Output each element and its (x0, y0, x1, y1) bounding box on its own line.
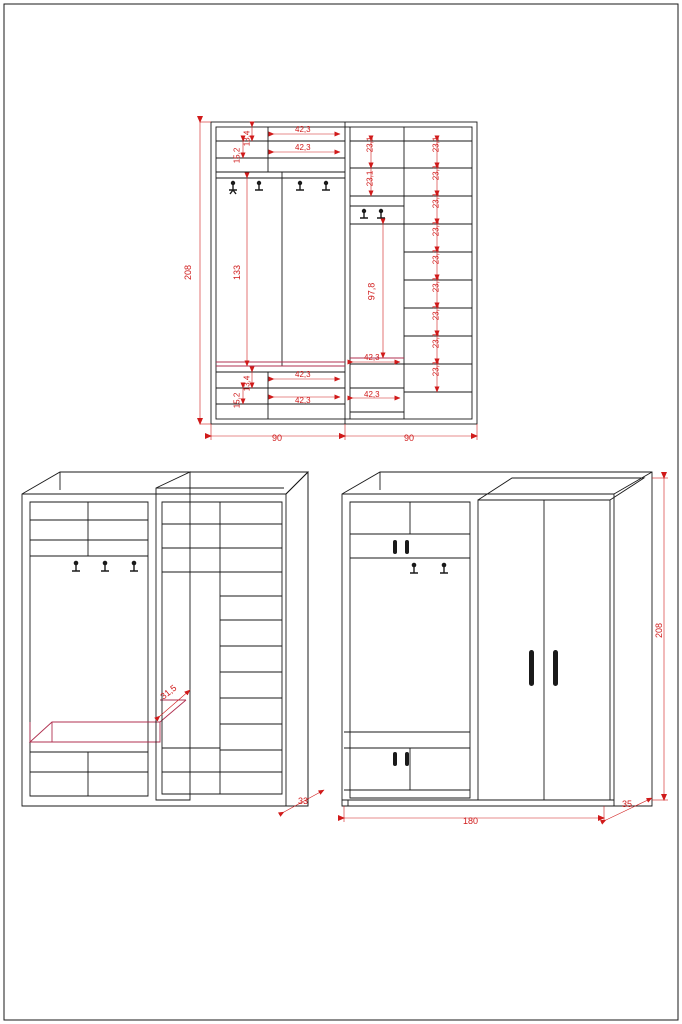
dim-front-shelf-b3: 23,1 (431, 192, 441, 209)
coat-hooks-iso-open (72, 561, 138, 571)
dim-iso-open-seat-315: 31,5 (158, 682, 179, 702)
dim-front-width-left-90: 90 (272, 433, 283, 443)
dim-front-shelf-a1: 23,1 (365, 136, 375, 153)
dim-front-top-423-a: 42,3 (295, 125, 311, 134)
dim-front-bot-423-a: 42,3 (295, 370, 311, 379)
dim-front-bot-152: 15,2 (232, 392, 242, 409)
dim-front-shelf-b9: 23,1 (431, 360, 441, 377)
dim-front-width-right-90: 90 (404, 433, 415, 443)
dim-front-shelf-b4: 23,1 (431, 220, 441, 237)
dim-front-top-152: 15,2 (232, 147, 242, 164)
dim-front-height-208: 208 (183, 264, 194, 281)
dim-front-bot-134: 13,4 (242, 375, 252, 392)
dim-front-top-134: 13,4 (242, 130, 252, 147)
coat-hooks-iso-closed (410, 563, 448, 573)
coat-hooks-front (229, 181, 385, 218)
dim-iso-closed-width-180: 180 (463, 816, 479, 826)
iso-closed-dimension-lines (344, 478, 668, 822)
iso-open-view (22, 472, 308, 806)
dim-front-column-978: 97,8 (366, 282, 377, 301)
dim-front-shelf-b1: 23,1 (431, 136, 441, 153)
iso-closed-view (342, 472, 652, 806)
dim-front-shelf-a2: 23,1 (365, 170, 375, 187)
dim-front-shelf-b5: 23,1 (431, 248, 441, 265)
dim-front-shelf-b7: 23,1 (431, 304, 441, 321)
dim-front-shelf-b6: 23,1 (431, 276, 441, 293)
dim-front-top-423-b: 42,3 (295, 143, 311, 152)
dim-iso-closed-depth-35: 35 (622, 799, 633, 809)
dim-front-mid-423-b: 42,3 (364, 390, 380, 399)
dim-front-mid-423-a: 42,3 (364, 353, 380, 362)
dim-front-shelf-b8: 23,1 (431, 332, 441, 349)
sheet-border (4, 4, 678, 1020)
dim-front-hang-133: 133 (232, 264, 243, 281)
dim-front-bot-423-b: 42,3 (295, 396, 311, 405)
dim-iso-closed-height-208: 208 (654, 622, 665, 639)
dim-front-shelf-b2: 23,1 (431, 164, 441, 181)
dim-iso-open-depth-33: 33 (298, 796, 309, 806)
